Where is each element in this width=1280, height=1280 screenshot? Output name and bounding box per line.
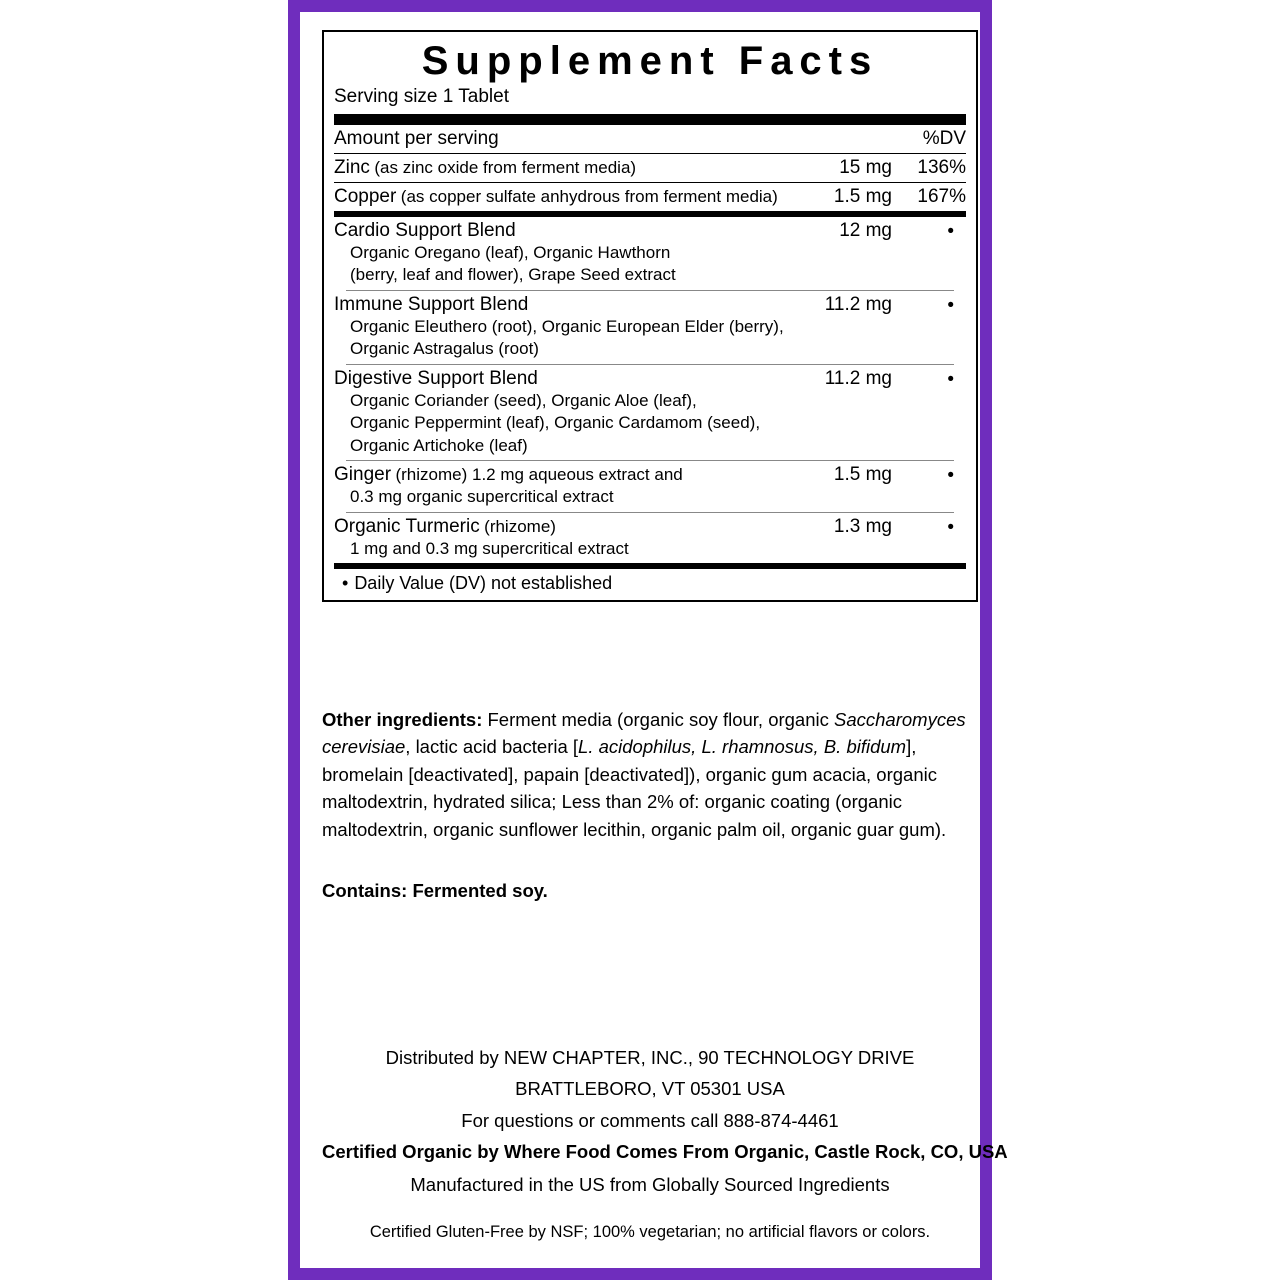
footnote-bullet-icon: • [342,572,349,593]
other-ingredients-block [322,706,978,843]
other-ingredients-text-3: ], bromelain [deactivated], papain [deactivated]), organic gum acacia, organic maltodextrin, hydrated silica; Less than 2% of: organic coating (organic maltodextrin, organic sunflower lecithin, organic palm oil, organic guar gum). [322,736,947,840]
blend-row-digestive [324,365,976,460]
other-ingredients-label: Other ingredients: [322,709,483,730]
blend-name-ginger: Ginger [334,464,392,486]
blend-amount-ginger: 1.5 mg [833,464,892,486]
blend-amount-cardio: 12 mg [839,220,892,241]
blend-row-immune [324,291,976,364]
questions-line: For questions or comments call 888-874-4461 [461,1109,839,1131]
blend-row-turmeric [324,513,976,563]
blend-amount-digestive: 11.2 mg [824,367,892,389]
supplement-facts-panel [322,30,978,602]
manufactured-line: Manufactured in the US from Globally Sourced Ingredients [410,1173,890,1195]
blend-name-cardio: Cardio Support Blend [334,220,516,241]
nutrient-name-zinc: Zinc [334,157,370,178]
blend-name-immune: Immune Support Blend [334,293,529,315]
dv-header: %DV [922,128,966,149]
daily-value-footnote [324,569,976,600]
amount-per-serving-label: Amount per serving [334,128,499,149]
blend-line-digestive-3: Organic Artichoke (leaf) [350,435,528,455]
blend-name-suffix-turmeric: (rhizome) [484,516,556,536]
nutrient-desc-zinc: (as zinc oxide from ferment media) [374,158,637,177]
nutrient-amount-copper: 1.5 mg [833,186,892,207]
footnote-text: Daily Value (DV) not established [354,572,613,593]
blend-row-ginger [324,461,976,511]
other-ingredients-italic-2: L. acidophilus, L. rhamnosus, B. bifidum [578,736,907,758]
blend-line-ginger-1: 0.3 mg organic supercritical extract [350,487,614,507]
label-content [300,12,1008,1268]
amount-per-serving-header [324,125,976,153]
blend-line-digestive-2: Organic Peppermint (leaf), Organic Cardamom (seed), [350,413,761,433]
blend-dv-turmeric: • [947,516,954,538]
other-ingredients-text-2: , lactic acid bacteria [ [405,736,579,758]
distributed-by-line-2: BRATTLEBORO, VT 05301 USA [515,1078,785,1100]
purple-border-frame [288,0,1008,1280]
blend-line-cardio-2: (berry, leaf and flower), Grape Seed extract [350,265,676,285]
blend-line-immune-1: Organic Eleuthero (root), Organic European Elder (berry), [350,316,784,336]
blend-name-digestive: Digestive Support Blend [334,367,538,389]
nutrient-row-copper [324,183,976,211]
distributed-by-line-1: Distributed by NEW CHAPTER, INC., 90 TECHNOLOGY DRIVE [385,1047,915,1068]
nutrient-desc-copper: (as copper sulfate anhydrous from ferment media) [400,187,778,206]
panel-title: Supplement Facts [421,39,879,83]
divider-thick-top [334,114,966,125]
blend-line-immune-2: Organic Astragalus (root) [350,339,539,359]
blend-dv-ginger: • [947,465,954,487]
nutrient-name-copper: Copper [334,186,397,207]
nutrient-row-zinc [324,154,976,182]
other-ingredients-italic-1: Saccharomyces cerevisiae [322,709,966,758]
blend-name-turmeric: Organic Turmeric [334,515,480,537]
contains-statement: Contains: Fermented soy. [322,880,548,901]
nutrient-dv-copper: 167% [917,186,966,207]
blend-dv-digestive: • [947,368,954,390]
blend-line-turmeric-1: 1 mg and 0.3 mg supercritical extract [350,538,629,558]
blend-dv-cardio: • [947,221,954,242]
gluten-free-line: Certified Gluten-Free by NSF; 100% vegetarian; no artificial flavors or colors. [369,1223,931,1242]
other-ingredients-text-1: Ferment media (organic soy flour, organic [482,709,835,730]
label-card [300,12,1008,1268]
footer-block [322,1042,1008,1246]
nutrient-dv-zinc: 136% [917,157,966,178]
blend-line-digestive-1: Organic Coriander (seed), Organic Aloe (leaf), [350,390,697,410]
certified-organic-line: Certified Organic by Where Food Comes From Organic, Castle Rock, CO, USA [322,1141,1008,1163]
serving-size: Serving size 1 Tablet [334,86,509,107]
nutrient-amount-zinc: 15 mg [839,157,892,178]
blend-amount-immune: 11.2 mg [824,293,892,315]
blend-dv-immune: • [947,294,954,316]
blend-row-cardio [324,217,976,290]
blend-amount-turmeric: 1.3 mg [833,515,892,537]
blend-line-cardio-1: Organic Oregano (leaf), Organic Hawthorn [350,243,671,262]
blend-name-suffix-ginger: (rhizome) 1.2 mg aqueous extract and [395,465,683,485]
